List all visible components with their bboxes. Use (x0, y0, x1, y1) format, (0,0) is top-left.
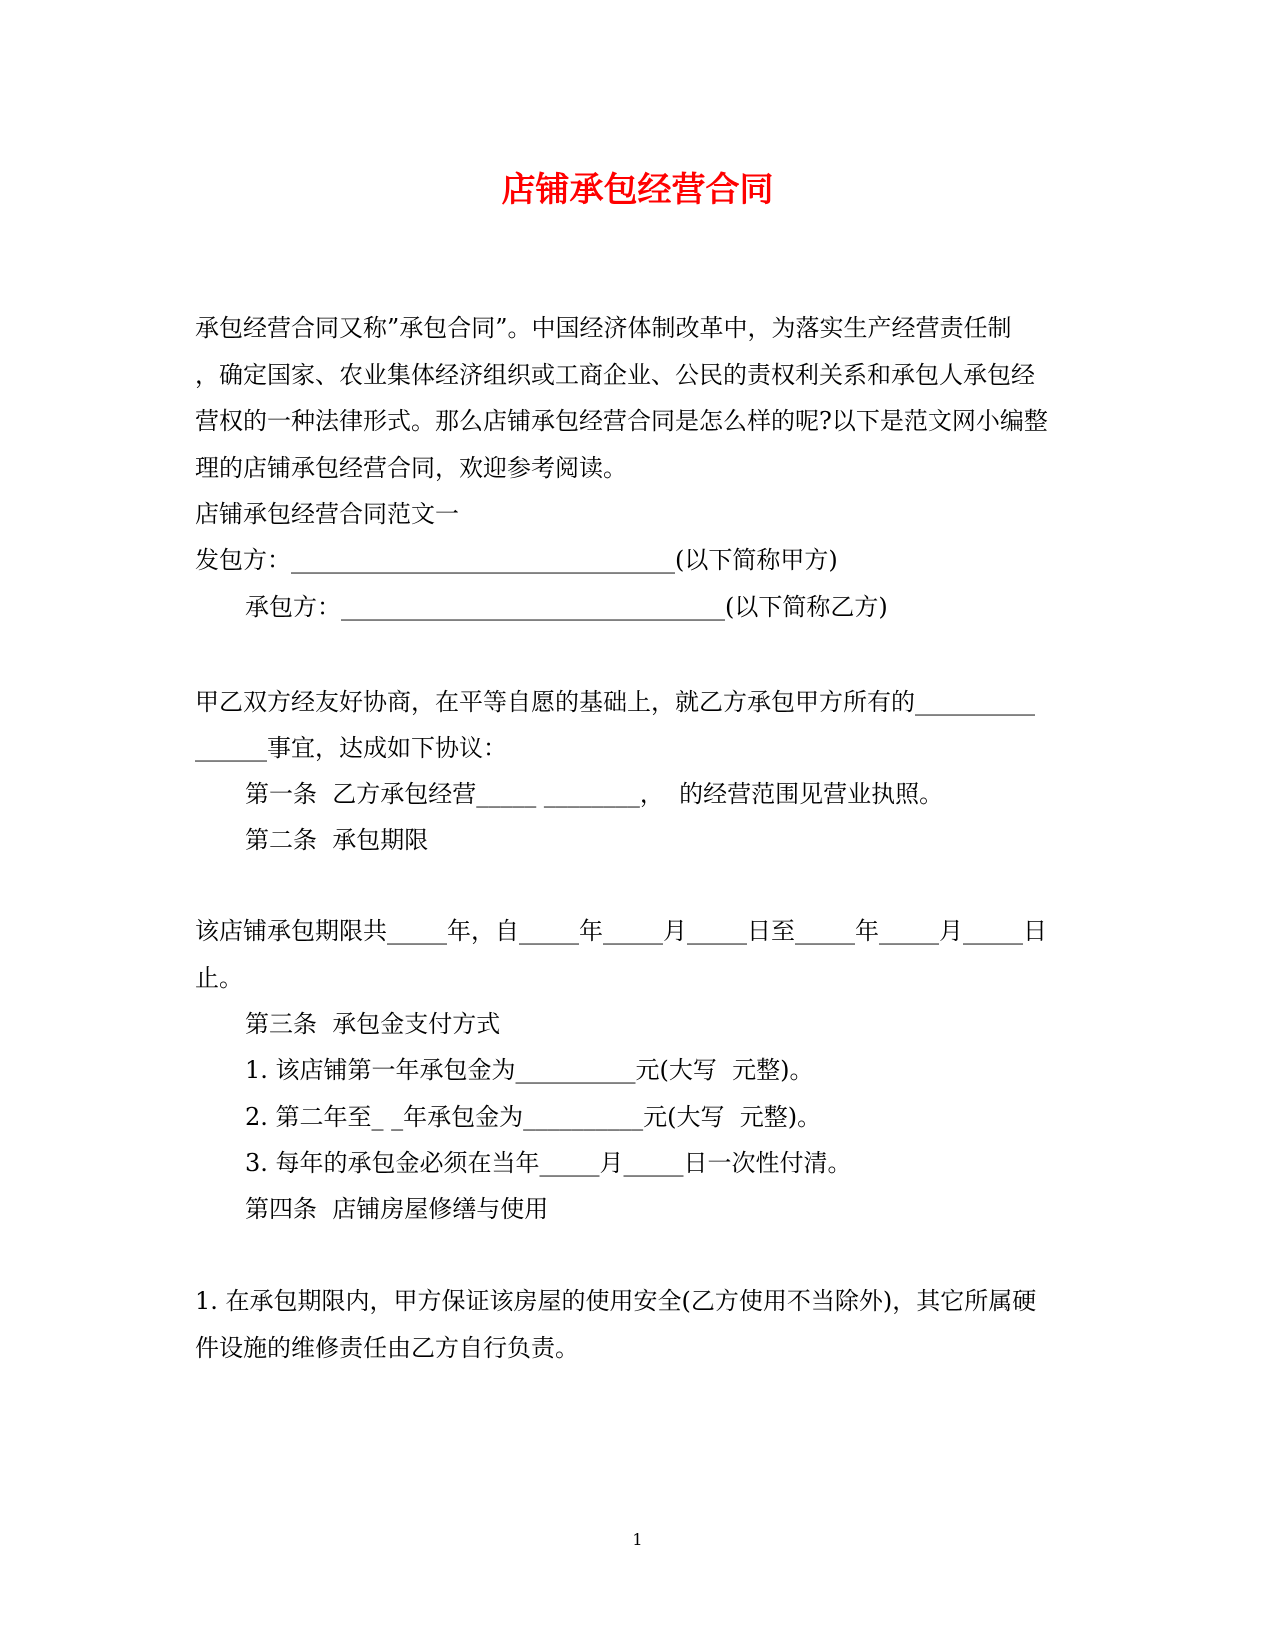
section-heading: 店铺承包经营合同范文一 (195, 500, 459, 528)
paragraph-line: 理的店铺承包经营合同，欢迎参考阅读。 (195, 454, 627, 482)
paragraph-line: ______事宜，达成如下协议： (195, 734, 507, 762)
article-heading: 第二条 承包期限 (245, 826, 429, 854)
document-title: 店铺承包经营合同 (501, 170, 774, 210)
list-item: 3. 每年的承包金必须在当年_____月_____日一次性付清。 (245, 1149, 852, 1177)
paragraph-line: 甲乙双方经友好协商，在平等自愿的基础上，就乙方承包甲方所有的__________ (195, 688, 1035, 716)
party-b-line: 承包方：________________________________(以下简称乙方) (245, 593, 888, 621)
paragraph-line: ，确定国家、农业集体经济组织或工商企业、公民的责权利关系和承包人承包经 (195, 361, 1035, 389)
article-line: 第一条 乙方承包经营_____ ________， 的经营范围见营业执照。 (245, 780, 944, 808)
article-heading: 第三条 承包金支付方式 (245, 1010, 501, 1038)
article-heading: 第四条 店铺房屋修缮与使用 (245, 1195, 549, 1223)
paragraph-line: 该店铺承包期限共_____年，自_____年_____月_____日至_____年_____月_____日 (195, 917, 1047, 945)
paragraph-line: 承包经营合同又称”承包合同”。中国经济体制改革中，为落实生产经营责任制 (195, 314, 1012, 342)
list-item: 2. 第二年至_ _年承包金为__________元(大写 元整)。 (245, 1103, 822, 1131)
paragraph-line: 1. 在承包期限内，甲方保证该房屋的使用安全(乙方使用不当除外)，其它所属硬 (195, 1287, 1037, 1315)
paragraph-line: 止。 (195, 964, 243, 992)
paragraph-line: 件设施的维修责任由乙方自行负责。 (195, 1334, 579, 1362)
party-a-line: 发包方：________________________________(以下简称甲方) (195, 546, 838, 574)
paragraph-line: 营权的一种法律形式。那么店铺承包经营合同是怎么样的呢?以下是范文网小编整 (195, 407, 1048, 435)
page-number: 1 (632, 1530, 643, 1549)
list-item: 1. 该店铺第一年承包金为__________元(大写 元整)。 (245, 1056, 814, 1084)
